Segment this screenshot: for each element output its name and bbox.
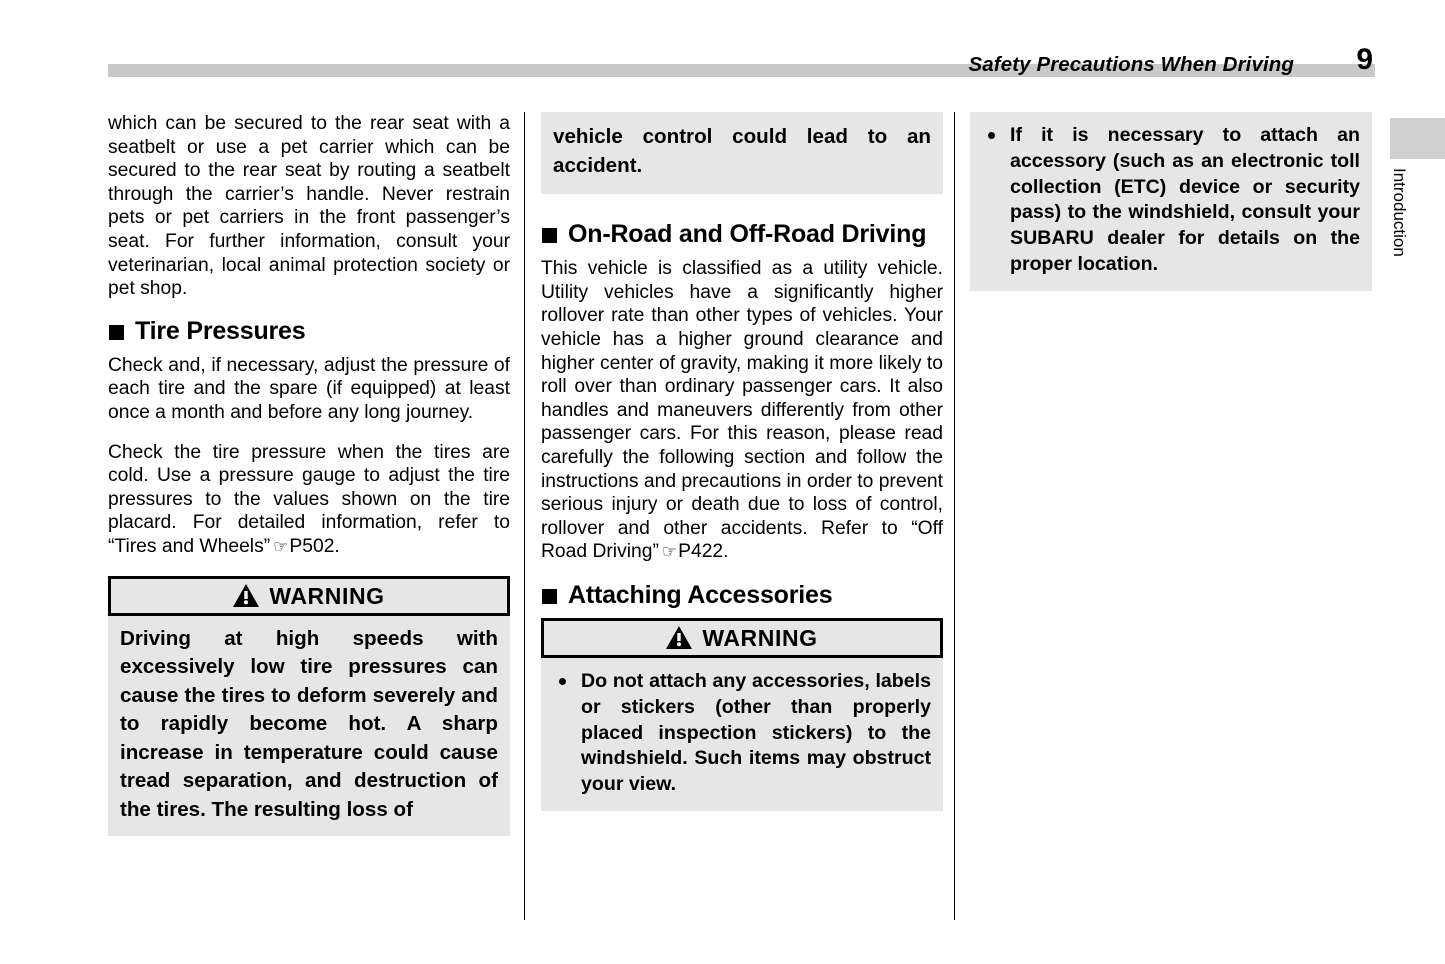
warning-header-box: [541, 618, 943, 658]
warning-bullet-item: [551, 669, 931, 798]
page-reference: P422.: [678, 541, 729, 563]
column-divider-2: [954, 112, 955, 920]
section-heading-tire-pressures: [108, 317, 510, 345]
right-column: [970, 112, 1372, 291]
square-bullet-icon: [109, 325, 124, 340]
paragraph-text: Check the tire pressure when the tires are cold. Use a pressure gauge to adjust the tire pressures to the values shown on the tire placard. For detailed information, refer to “Tires and Wheels”: [108, 441, 510, 557]
warning-body-bulleted: [541, 658, 943, 811]
round-bullet-icon: [559, 678, 566, 685]
section-heading-label: Tire Pressures: [135, 316, 306, 345]
left-column: [108, 112, 510, 836]
section-heading-attaching-accessories: [541, 581, 943, 609]
on-road-off-road-paragraph: [541, 257, 943, 565]
section-heading-on-road-off-road: [541, 220, 943, 248]
warning-bullet-text: If it is necessary to attach an accessory (such as an electronic toll collection (ETC) device or security pass) to the windshield, consult your SUBARU dealer for details on the proper location.: [1010, 124, 1360, 275]
round-bullet-icon: [988, 132, 995, 139]
page-number: 9: [1356, 43, 1373, 76]
section-heading-label: On-Road and Off-Road Driving: [568, 220, 927, 249]
warning-triangle-icon: [666, 626, 692, 649]
warning-label: WARNING: [702, 624, 818, 651]
warning-bullet-text: Do not attach any accessories, labels or stickers (other than properly placed inspection stickers) to the windshield. Such items may obstruct your view.: [581, 669, 931, 796]
continued-paragraph: which can be secured to the rear seat with a seatbelt or use a pet carrier which can be secured to the rear seat by routing a seatbelt through the carrier’s handle. Never restrain pets or pet carriers in the front passenger’s seat. For further information, consult your veterinarian, local animal protection society or pet shop.: [108, 113, 510, 300]
section-thumb-tab: [1390, 118, 1445, 159]
section-heading-label: Attaching Accessories: [568, 580, 833, 609]
column-divider-1: [524, 112, 525, 920]
square-bullet-icon: [542, 228, 557, 243]
warning-body-text: Driving at high speeds with excessively low tire pressures can cause the tires to deform severely and to rapidly become hot. A sharp increase in temperature could cause tread separation, and destruction of the tires. The resulting loss of: [108, 616, 510, 836]
paragraph-text: This vehicle is classified as a utility vehicle. Utility vehicles have a significantly higher rollover rate than other types of vehicles. Your vehicle has a higher ground clearance and higher center of gravity, making it more likely to roll over than ordinary passenger cars. It also handles and maneuvers differently from other passenger cars. For this reason, please read carefully the following section and follow the instructions and precautions in order to prevent serious injury or death due to loss of control, rollover and other accidents. Refer to “Off Road Driving”: [541, 258, 943, 563]
warning-label: WARNING: [269, 582, 385, 609]
middle-column: [541, 112, 943, 811]
warning-bullet-item: [980, 123, 1360, 278]
reference-hand-icon: ☞: [273, 536, 289, 557]
square-bullet-icon: [542, 589, 557, 604]
section-thumb-label: Introduction: [1390, 168, 1409, 257]
warning-header-box: [108, 576, 510, 616]
warning-body-continued: vehicle control could lead to an accident.: [541, 112, 943, 194]
page-title: Safety Precautions When Driving: [968, 53, 1294, 76]
warning-body-bulleted: [970, 112, 1372, 291]
reference-hand-icon: ☞: [661, 542, 678, 563]
tire-pressure-paragraph-2: [108, 441, 510, 560]
tire-pressure-paragraph-1: Check and, if necessary, adjust the pressure of each tire and the spare (if equipped) at least once a month and before any long journey.: [108, 354, 510, 423]
page-reference: P502.: [289, 535, 340, 557]
warning-triangle-icon: [233, 584, 259, 607]
